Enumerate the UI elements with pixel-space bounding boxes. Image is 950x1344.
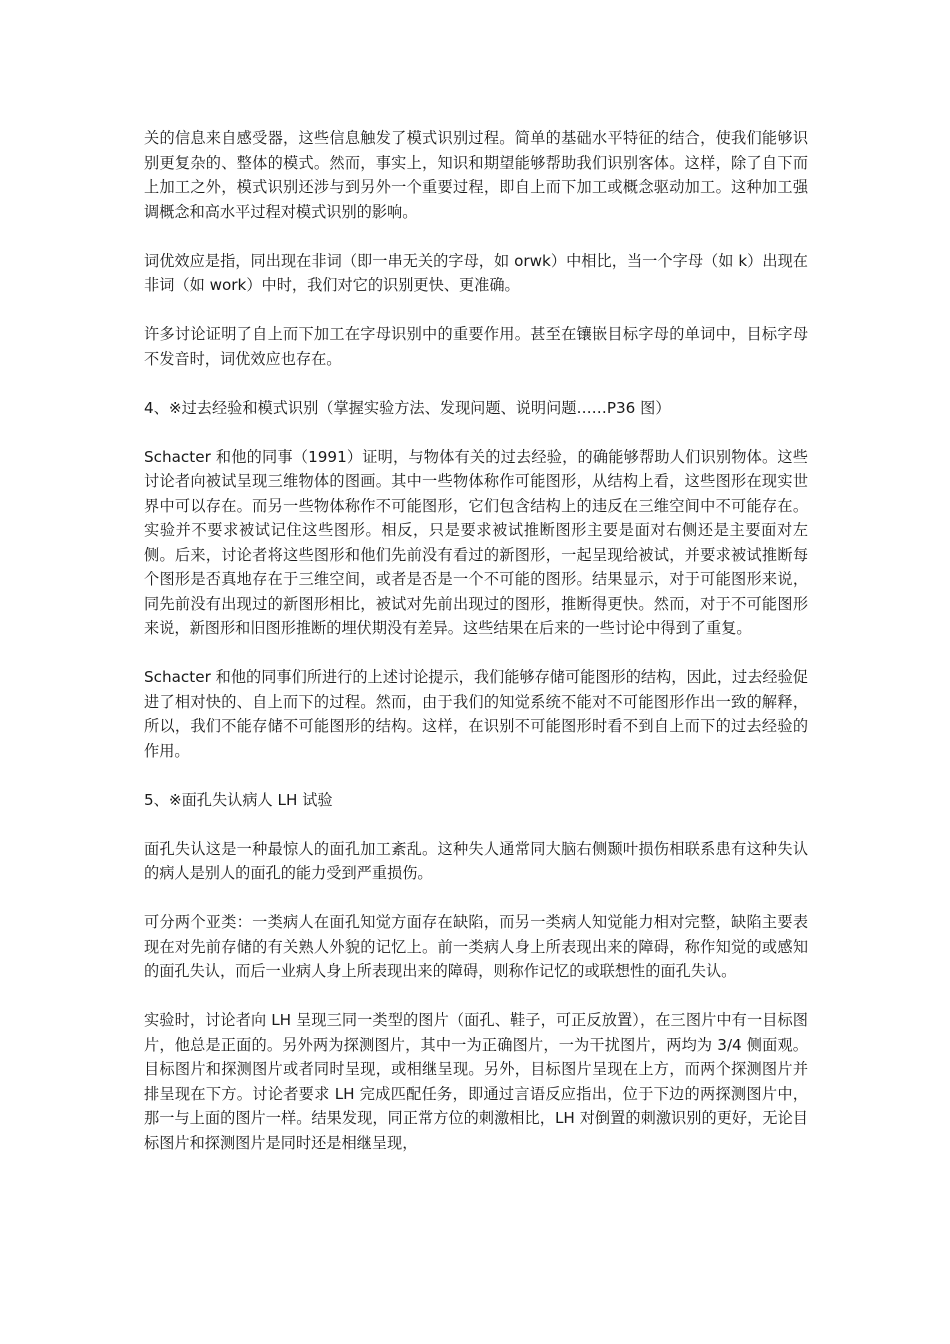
paragraph-schacter-conclusion: Schacter 和他的同事们所进行的上述讨论提示，我们能够存储可能图形的结构，因此，过去经验促进了相对快的、自上而下的过程。然而，由于我们的知觉系统不能对不可能图形作出一致的解释，所以，我们不能存储不可能图形的结构。这样，在识别不可能图形时看不到自上而下的过去经验的作用。 xyxy=(144,668,808,760)
paragraph-schacter-experiment: Schacter 和他的同事（1991）证明，与物体有关的过去经验，的确能够帮助人们识别物体。这些讨论者向被试呈现三维物体的图画。其中一些物体称作可能图形，从结构上看，这些图形在现实世界中可以存在。而另一些物体称作不可能图形，它们包含结构上的违反在三维空间中不可能存在。实验并不要求被试记住这些图形。相反，只是要求被试推断图形主要是面对右侧还是主要面对左侧。后来，讨论者将这些图形和他们先前没有看过的新图形，一起呈现给被试，并要求被试推断每个图形是否真地存在于三维空间，或者是否是一个不可能的图形。结果显示，对于可能图形来说，同先前没有出现过的新图形相比，被试对先前出现过的图形，推断得更快。然而，对于不可能图形来说，新图形和旧图形推断的埋伏期没有差异。这些结果在后来的一些讨论中得到了重复。 xyxy=(144,447,808,637)
section-heading-past-experience: 4、※过去经验和模式识别（掌握实验方法、发现问题、说明问题……P36 图） xyxy=(144,398,671,417)
paragraph-top-down-processing: 关的信息来自感受器，这些信息触发了模式识别过程。简单的基础水平特征的结合，使我们能够识别更复杂的、整体的模式。然而，事实上，知识和期望能够帮助我们识别客体。这样，除了自下而上加工之外，模式识别还涉与到另外一个重要过程，即自上而下加工或概念驱动加工。这种加工强调概念和高水平过程对模式识别的影响。 xyxy=(144,129,808,221)
document-page xyxy=(144,126,808,1180)
paragraph-lh-experiment: 实验时，讨论者向 LH 呈现三同一类型的图片（面孔、鞋子，可正反放置），在三图片中有一目标图片，他总是正面的。另外两为探测图片，其中一为正确图片，一为干扰图片，两均为 3/4 侧面观。目标图片和探测图片或者同时呈现，或相继呈现。另外，目标图片呈现在上方，而两个探测图片并排呈现在下方。讨论者要求 LH 完成匹配任务，即通过言语反应指出，位于下边的两探测图片中，那一与上面的图片一样。结果发现，同正常方位的刺激相比，LH 对倒置的刺激识别的更好，无论目标图片和探测图片是同时还是相继呈现， xyxy=(144,1011,808,1152)
paragraph-prosopagnosia-subtypes: 可分两个亚类：一类病人在面孔知觉方面存在缺陷，而另一类病人知觉能力相对完整，缺陷主要表现在对先前存储的有关熟人外貌的记忆上。前一类病人身上所表现出来的障碍，称作知觉的或感知的面孔失认，而后一业病人身上所表现出来的障碍，则称作记忆的或联想性的面孔失认。 xyxy=(144,913,808,980)
paragraph-word-superiority-effect: 词优效应是指，同出现在非词（即一串无关的字母，如 orwk）中相比，当一个字母（如 k）出现在非词（如 work）中时，我们对它的识别更快、更准确。 xyxy=(144,251,808,294)
paragraph-letter-recognition: 许多讨论证明了自上而下加工在字母识别中的重要作用。甚至在镶嵌目标字母的单词中，目标字母不发音时，词优效应也存在。 xyxy=(144,325,808,368)
section-heading-prosopagnosia: 5、※面孔失认病人 LH 试验 xyxy=(144,790,333,809)
paragraph-prosopagnosia-definition: 面孔失认这是一种最惊人的面孔加工紊乱。这种失人通常同大脑右侧颞叶损伤相联系患有这种失认的病人是别人的面孔的能力受到严重损伤。 xyxy=(144,839,808,882)
